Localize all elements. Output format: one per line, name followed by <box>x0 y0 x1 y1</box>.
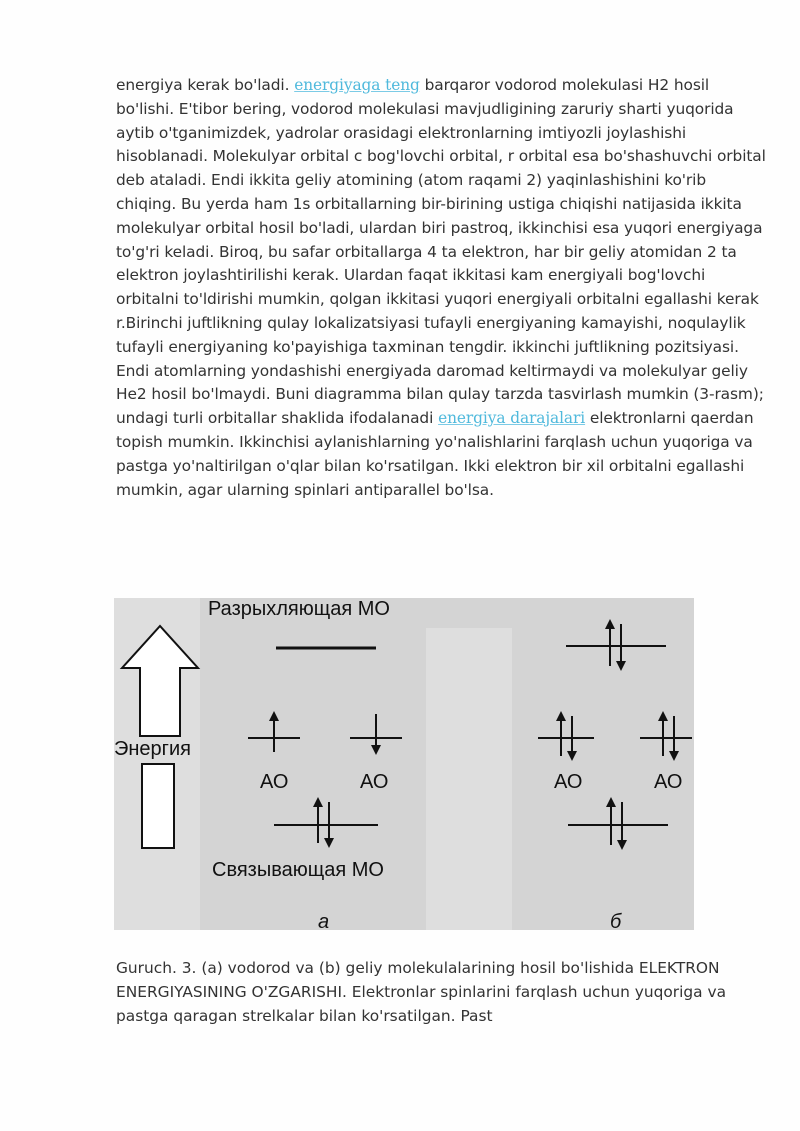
ao-label-b-right: АО <box>654 771 683 793</box>
orbital-diagram <box>114 598 694 930</box>
panel-b-label: б <box>610 911 622 930</box>
bonding-mo-label: Связывающая МО <box>212 859 384 881</box>
paragraph-text-3: elektronlarni qaerdan topish mumkin. Ikkinchisi aylanishlarning yo'nalishlarini farqlash uchun yuqoriga va pastga yo'naltirilgan o'qlar bilan ko'rsatilgan. Ikki elektron bir xil orbitalni egallashi mumkin, agar ularning spinlari antiparallel bo'lsa. <box>116 409 754 499</box>
middle-panel <box>426 628 512 930</box>
ao-label-a-right: АО <box>360 771 389 793</box>
panel-a-label: а <box>318 911 330 930</box>
document-body <box>116 74 766 502</box>
paragraph-text-2: barqaror vodorod molekulasi H2 hosil bo'lishi. E'tibor bering, vodorod molekulasi mavjudligining zaruriy sharti yuqorida aytib o'tganimizdek, yadrolar orasidagi elektronlarning imtiyozli joylashishi hisoblanadi. Molekulyar orbital c bog'lovchi orbital, r orbital esa bo'shashuvchi orbital deb ataladi. Endi ikkita geliy atomining (atom raqami 2) yaqinlashishini ko'rib chiqing. Bu yerda ham 1s orbitallarning bir-birining ustiga chiqishi natijasida ikkita molekulyar orbital hosil bo'ladi, ulardan biri pastroq, ikkinchisi esa yuqori energiyaga to'g'ri keladi. Biroq, bu safar orbitallarga 4 ta elektron, har bir geliy atomidan 2 ta elektron joylashtirilishi kerak. Ulardan faqat ikkitasi kam energiyali bog'lovchi orbitalni to'ldirishi mumkin, qolgan ikkitasi yuqori energiyali orbitalni egallashi kerak r.Birinchi juftlikning qulay lokalizatsiyasi tufayli energiyaning kamayishi, noqulaylik tufayli energiyaning ko'payishiga taxminan tengdir. ikkinchi juftlikning pozitsiyasi. Endi atomlarning yondashishi energiyada daromad keltirmaydi va molekulyar geliy He2 hosil bo'lmaydi. Buni diagramma bilan qulay tarzda tasvirlash mumkin (3-rasm); undagi turli orbitallar shaklida ifodalanadi <box>116 76 766 428</box>
ao-level-right-b <box>640 716 692 756</box>
link-energiyaga-teng[interactable]: energiyaga teng <box>294 76 420 94</box>
orbital-diagram-figure <box>114 598 694 930</box>
link-energiya-darajalari[interactable]: energiya darajalari <box>438 409 586 428</box>
antibonding-level-b <box>566 624 666 666</box>
bonding-level-a <box>274 802 378 843</box>
ao-label-b-left: АО <box>554 771 583 793</box>
ao-level-left-a <box>248 716 300 752</box>
figure-caption: Guruch. 3. (a) vodorod va (b) geliy molekulalarining hosil bo'lishida ELEKTRON ENERGIYASINING O'ZGARISHI. Elektronlar spinlarini farqlash uchun yuqoriga va pastga qaragan strelkalar bilan ko'rsatilgan. Past <box>116 959 727 1025</box>
main-paragraph <box>116 74 766 502</box>
ao-level-right-a <box>350 714 402 750</box>
ao-label-a-left: АО <box>260 771 289 793</box>
ao-level-left-b <box>538 716 594 756</box>
bonding-level-b <box>568 802 668 845</box>
antibonding-mo-label: Разрыхляющая МО <box>208 598 390 620</box>
energy-label: Энергия <box>114 738 191 760</box>
paragraph-text-1: energiya kerak bo'ladi. <box>116 76 295 94</box>
